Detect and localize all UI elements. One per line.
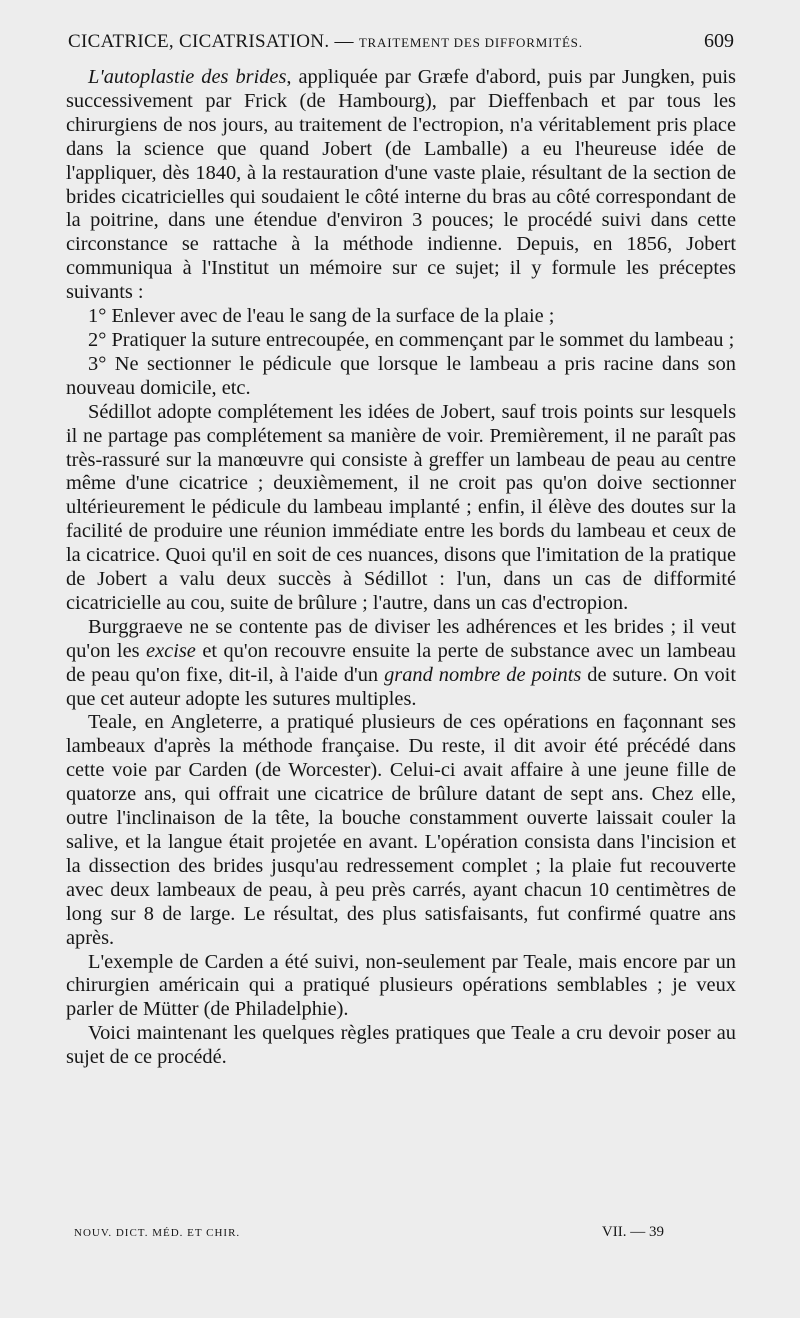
paragraph-text: Burggraeve ne se contente pas de diviser les adhérences et les brides ; il veut qu'on les <box>66 615 736 662</box>
body-text <box>66 66 736 1070</box>
paragraph-sedillot: Sédillot adopte complétement les idées de Jobert, sauf trois points sur lesquels il ne partage pas complétement sa manière de voir. Premièrement, il ne paraît pas très-rassuré sur la manœuvre qui consiste à greffer un lambeau de peau au centre même d'une cicatrice ; deuxièmement, il ne croit pas qu'on doive sectionner ultérieurement le pédicule du lambeau implanté ; enfin, il élève des doutes sur la facilité de produire une réunion immédiate entre les bords du lambeau et ceux de la cicatrice. Quoi qu'il en soit de ces nuances, disons que l'imitation de la pratique de Jobert a valu deux succès à Sédillot : l'un, dans un cas de difformité cicatricielle au cou, suite de brûlure ; l'autre, dans un cas d'ectropion. <box>66 400 736 614</box>
page-footer <box>74 1224 730 1248</box>
precept-1: 1° Enlever avec de l'eau le sang de la surface de la plaie ; <box>88 305 555 328</box>
footer-volume: VII. — 39 <box>601 1224 664 1240</box>
precept-3: 3° Ne sectionner le pédicule que lorsque le lambeau a pris racine dans son nouveau domicile, etc. <box>66 352 736 399</box>
paragraph-teale: Teale, en Angleterre, a pratiqué plusieurs de ces opérations en façonnant ses lambeaux d'après la méthode française. Du reste, il dit avoir été précédé dans cette voie par Carden (de Worcester). Celui-ci avait affaire à une jeune fille de quatorze ans, qui offrait une cicatrice de brûlure datant de sept ans. Chez elle, outre l'inclinaison de la tête, la bouche constamment ouverte laissait couler la salive, et la langue était projetée en avant. L'opération consista dans l'incision et la dissection des brides jusqu'au redressement complet ; la plaie fut recouverte avec deux lambeaux de peau, à peu près carrés, ayant chacun 10 centimètres de long sur 8 de large. Le résultat, des plus satisfaisants, fut confirmé quatre ans après. <box>66 711 736 949</box>
header-title-block <box>68 31 583 53</box>
footer-signature: NOUV. DICT. MÉD. ET CHIR. <box>74 1227 241 1239</box>
italic-term: grand nombre de points <box>384 663 582 686</box>
paragraph-regles: Voici maintenant les quelques règles pratiques que Teale a cru devoir poser au sujet de ce procédé. <box>66 1022 736 1069</box>
page-number: 609 <box>704 30 734 52</box>
paragraph-burggraeve <box>66 616 736 712</box>
paragraph-text: , appliquée par Græfe d'abord, puis par Jungken, puis successivement par Frick (de Hambourg), par Dieffenbach et par tous les chirurgiens de nos jours, au traitement de l'ectropion, n'a véritablement pris place dans la science que quand Jobert (de Lamballe) a eu l'heureuse idée de l'appliquer, dès 1840, à la restauration d'une vaste plaie, résultant de la section de brides cicatricielles qui soudaient le côté interne du bras au côté correspondant de la poitrine, dans une étendue d'environ 3 pouces; le procédé suivi dans cette circonstance se rattache à la méthode indienne. Depuis, en 1856, Jobert communiqua à l'Institut un mémoire sur ce sujet; il y formule les préceptes suivants : <box>66 66 736 304</box>
paragraph-autoplastie <box>66 66 736 305</box>
paragraph-text: et qu'on recouvre ensuite la perte de substance avec un lambeau de peau qu'on fixe, dit-il, à l'aide d'un <box>66 639 737 686</box>
header-dash: — <box>334 31 354 52</box>
italic-term: excise <box>146 639 196 662</box>
italic-lead: L'autoplastie des brides <box>88 66 287 88</box>
header-subtitle: TRAITEMENT DES DIFFORMITÉS. <box>358 35 583 50</box>
running-header <box>68 30 734 60</box>
paragraph-carden: L'exemple de Carden a été suivi, non-seulement par Teale, mais encore par un chirurgien américain qui a pratiqué plusieurs opérations semblables ; je veux parler de Mütter (de Philadelphie). <box>66 950 736 1021</box>
precept-2: 2° Pratiquer la suture entrecoupée, en commençant par le sommet du lambeau ; <box>88 328 735 351</box>
header-title: CICATRICE, CICATRISATION. <box>68 31 330 52</box>
paragraph-text: de suture. On voit que cet auteur adopte les sutures multiples. <box>66 663 736 710</box>
